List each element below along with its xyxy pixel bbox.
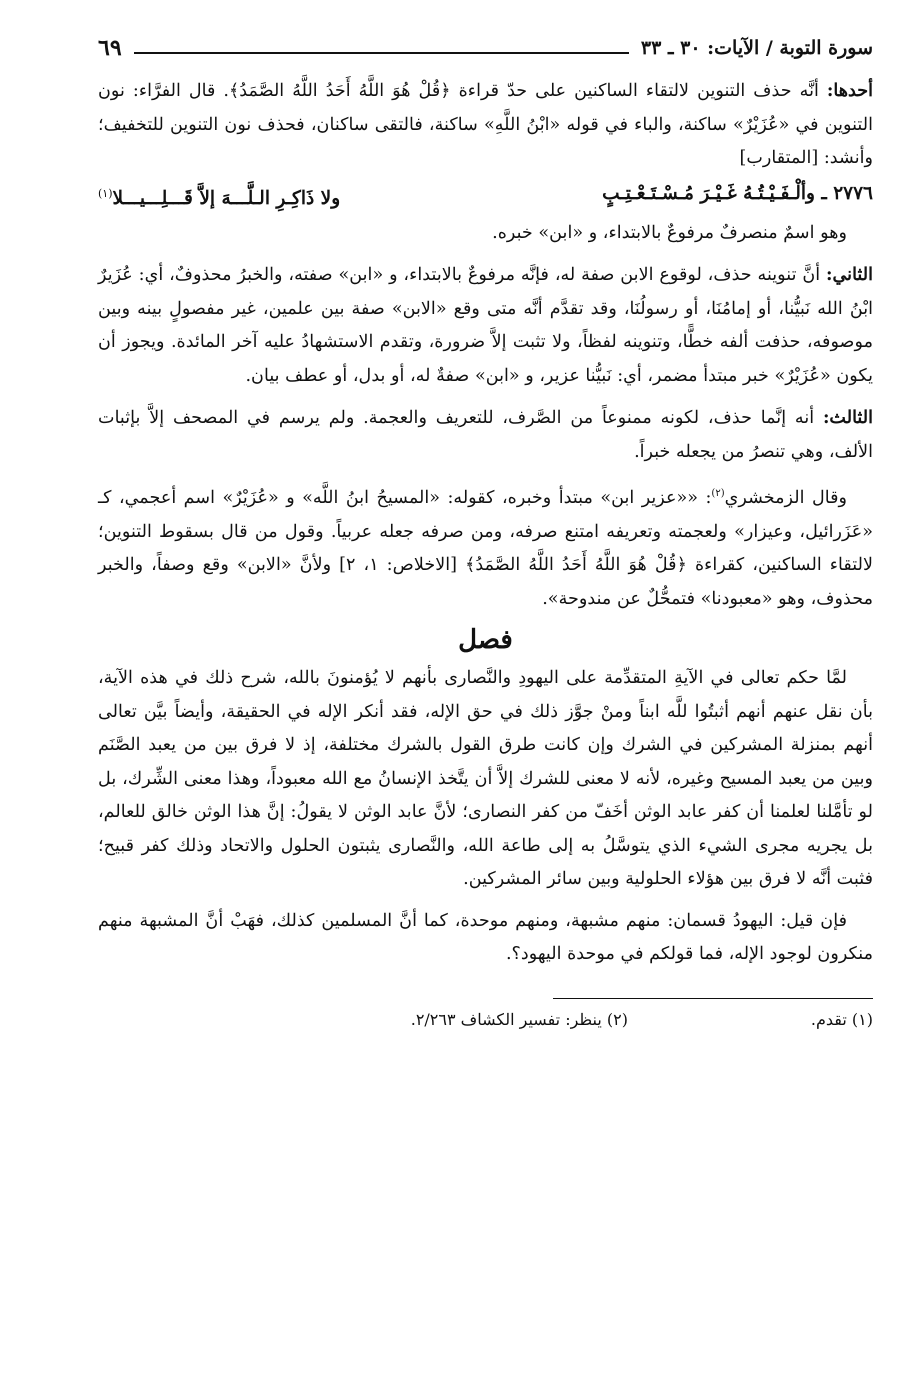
poetry-verse	[98, 176, 873, 217]
footnote-marker: (١)	[98, 186, 113, 200]
paragraph-second-opinion	[98, 258, 873, 393]
paragraph-text: أنَّ تنوينه حذف، لوقوع الابن صفة له، فإنَّه مرفوعٌ بالابتداء، و «ابن» صفته، والخبرُ محذوفٌ، أي: عُزَيرٌ ابْنُ الله نَبيُّنا، أو إمامُنَا، أو رسولُنَا، وقد تقدَّم أنَّه متى وقع «الابن» صفة بين علمين، غير مفصولٍ بينه وبين موصوفه، حذفت ألفه خطًّا، وتنوينه لفظاً، ولا تثبت إلاَّ ضرورة، وتقدم الاستشهادُ عليه آخر المائدة. ويجوز أن يكون «عُزَيْرٌ» خبر مبتدأ مضمر، أي: نَبيُّنا عزير، و «ابن» صفةٌ له، أو بدل، أو عطف بيان.	[98, 265, 873, 386]
paragraph-third-opinion	[98, 401, 873, 469]
page-header	[98, 30, 873, 66]
paragraph-text: أنَّه حذف التنوين لالتقاء الساكنين على حدّ قراءة ﴿قُلْ هُوَ اللَّهُ أَحَدُ اللَّهُ الصَّمَدُ﴾. قال الفرَّاء: نون التنوين في «عُزَيْرٌ» ساكنة، والباء في قوله «ابْنُ اللَّهِ» ساكنة، فالتقى ساكنان، فحذف نون التنوين للتخفيف؛ وأنشد: [المتقارب]	[98, 81, 873, 168]
paragraph-label: الثاني:	[826, 264, 873, 286]
paragraph-objection: فإن قيل: اليهودُ قسمان: منهم مشبهة، ومنهم موحدة، كما أنَّ المسلمين كذلك، فهَبْ أنَّ المشبهة منهم منكرون لوجود الإله، فما قولكم في موحدة اليهود؟.	[98, 910, 873, 965]
verse-second-hemistich: ولا ذَاكِـرِ الـلَّـــهَ إلاَّ قَـــلِـــيـــلا$^{(١)}$	[98, 186, 341, 209]
header-rule	[134, 52, 629, 54]
footnotes	[98, 1005, 873, 1035]
paragraph-section-body: لمَّا حكم تعالى في الآيةِ المتقدِّمة على اليهودِ والنَّصارى بأنهم لا يُؤمنونَ بالله، شرح ذلك في هذه الآية، بأن نقل عنهم أنهم أثبتُوا للَّه ابناً ومنْ جوَّز ذلك في حق الإله، فقد أنكر الإله في الحقيقة، وأيضاً بيَّن تعالى أنهم بمنزلة المشركين في الشرك وإن كانت طرق القول بالشرك مختلفة، إذ لا فرق بين من يعبد الصَّنَم وبين من يعبد المسيح وغيره، لأنه لا معنى للشرك إلاَّ أن يتَّخذ الإنسانُ مع الله معبوداً، وهذا معنى الشِّرك، بل لو تأمَّلنا لعلمنا أن كفر عابد الوثن أخَفّ من كفر النصارى؛ لأنَّ عابد الوثن لا يقولُ: إنَّ هذا الوثن خالق للعالم، بل يجريه مجرى الشيء الذي يتوسَّلُ به إلى طاعة الله، والنَّصارى يثبتون الحلول والاتحاد وذلك كفر قبيح؛ فثبت أنَّه لا فرق بين هؤلاء الحلولية وبين سائر المشركين.	[98, 668, 873, 890]
running-title: سورة التوبة / الآيات: ٣٠ ـ ٣٣	[640, 37, 873, 59]
paragraph-verse-note: وهو اسمٌ منصرفٌ مرفوعٌ بالابتداء، و «ابن» خبره.	[492, 222, 847, 243]
footnote-1: (١) تقدم.	[810, 1009, 873, 1029]
footnote-marker: (٢)	[711, 488, 725, 500]
paragraph-label: الثالث:	[822, 407, 873, 429]
footnote-separator	[553, 998, 873, 999]
paragraph-label: أحدها:	[826, 80, 873, 101]
footnote-2: (٢) ينظر: تفسير الكشاف ٢/٢٦٣.	[410, 1009, 628, 1029]
section-title: فصل	[458, 625, 513, 656]
verse-first-hemistich: ٢٧٧٦ ـ وألْـفَـيْـتُـهُ غَـيْـرَ مُـسْـتَـعْـتِـبٍ	[602, 182, 873, 204]
paragraph-zamakhshari: وقال الزمخشري$^{(٢)}$: ««عزير ابن» مبتدأ وخبره، كقوله: «المسيحُ ابنُ اللَّه» و «عُزَيْرٌ» اسم أعجمي، كـ «عَزَرائيل، وعيزار» ولعجمته وتعريفه امتنع صرفه، ومن صرفه جعله عربياً. وقول من قال بسقوط التنوين؛ لالتقاء الساكنين، كقراءة ﴿قُلْ هُوَ اللَّهُ أَحَدُ اللَّهُ الصَّمَدُ﴾ [الاخلاص: ١، ٢] ولأنَّ «الابن» وقع وصفاً، والخبر محذوف، وهو «معبودنا» فتمحُّلٌ عن مندوحة».	[98, 488, 873, 609]
paragraph-first-opinion	[98, 74, 873, 176]
page-number: ٦٩	[98, 35, 122, 61]
book-page	[98, 30, 873, 1035]
paragraph-text: أنه إنَّما حذف، لكونه ممنوعاً من الصَّرف، للتعريف والعجمة. ولم يرسم في المصحف إلاَّ بإثبات الألف، وهي تنصرُ من يجعله خبراً.	[98, 408, 873, 462]
